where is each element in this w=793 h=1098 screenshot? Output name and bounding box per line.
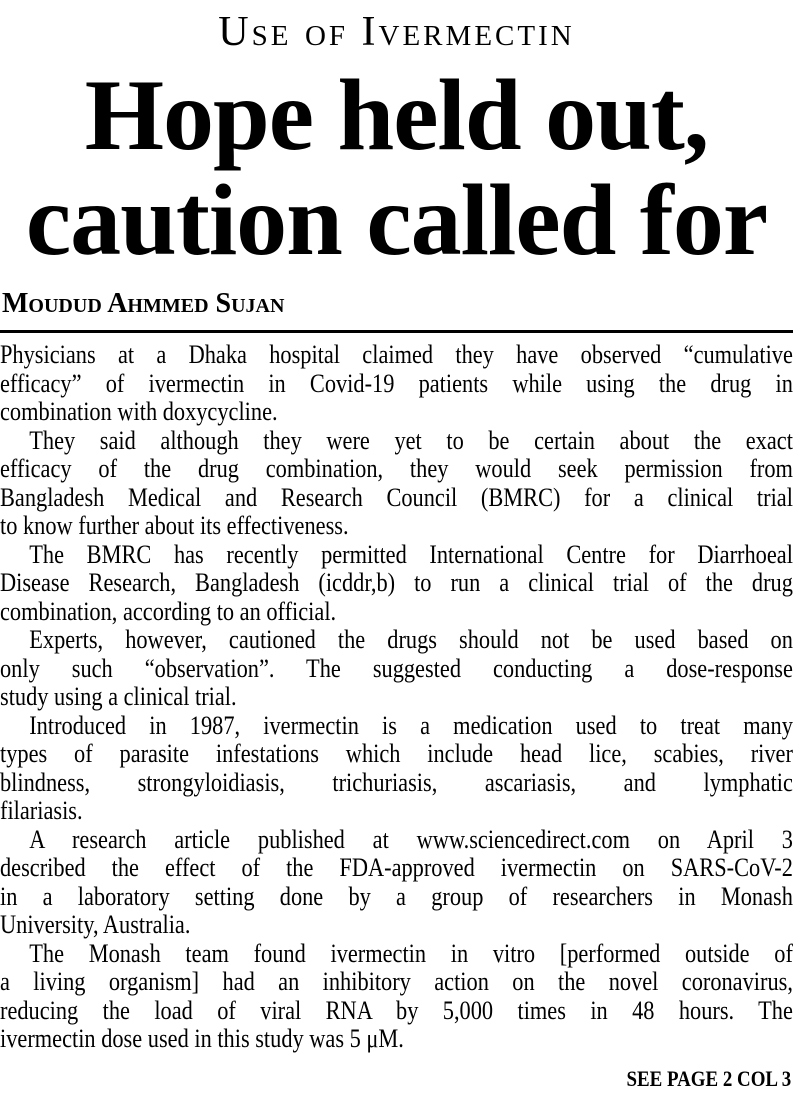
- body-line: efficacy of the drug combination, they would seek permission from: [0, 454, 793, 483]
- body-line: combination with doxycycline.: [0, 397, 278, 426]
- paragraph: [0, 626, 793, 712]
- body-line: efficacy” of ivermectin in Covid-19 patients while using the drug in: [0, 368, 793, 398]
- headline-line-1: Hope held out,: [84, 59, 709, 172]
- paragraph: [0, 940, 793, 1054]
- body-line: The BMRC has recently permitted International Centre for Diarrhoeal: [29, 539, 793, 569]
- headline: [0, 59, 793, 277]
- body-line: Introduced in 1987, ivermectin is a medication used to treat many: [29, 710, 793, 740]
- body-line: University, Australia.: [0, 910, 191, 939]
- paragraph: [0, 341, 793, 427]
- body-line: Physicians at a Dhaka hospital claimed they have observed “cumulative: [0, 340, 793, 369]
- paragraph: [0, 427, 793, 541]
- body-line: study using a clinical trial.: [0, 682, 237, 711]
- body-line: They said although they were yet to be certain about the exact: [29, 425, 793, 455]
- paragraph: [0, 541, 793, 627]
- headline-line-2: caution called for: [25, 164, 768, 277]
- body-line: described the effect of the FDA-approved ivermectin on SARS-CoV-2: [0, 853, 793, 882]
- body-line: a living organism] had an inhibitory action on the novel coronavirus,: [0, 967, 793, 996]
- body-line: blindness, strongyloidiasis, trichuriasis, ascariasis, and lymphatic: [0, 767, 793, 797]
- paragraph: [0, 826, 793, 940]
- body-line: to know further about its effectiveness.: [0, 511, 349, 540]
- body-line: The Monash team found ivermectin in vitro [performed outside of: [29, 938, 793, 968]
- body-line: Bangladesh Medical and Research Council (BMRC) for a clinical trial: [0, 482, 793, 512]
- body-line: types of parasite infestations which include head lice, scabies, river: [0, 739, 793, 768]
- continuation-note: SEE PAGE 2 COL 3: [626, 1065, 792, 1091]
- article-body: [0, 341, 793, 1092]
- body-line: combination, according to an official.: [0, 596, 337, 626]
- body-line: in a laboratory setting done by a group of researchers in Monash: [0, 881, 793, 911]
- body-line: only such “observation”. The suggested conducting a dose-response: [0, 653, 793, 683]
- paragraph: [0, 712, 793, 826]
- body-line: filariasis.: [0, 796, 83, 825]
- body-line: ivermectin dose used in this study was 5 μM.: [0, 1024, 404, 1053]
- body-line: A research article published at www.sciencedirect.com on April 3: [29, 824, 793, 854]
- kicker: Use of Ivermectin: [218, 9, 575, 55]
- body-line: Disease Research, Bangladesh (icddr,b) to run a clinical trial of the drug: [0, 568, 793, 597]
- body-line: Experts, however, cautioned the drugs should not be used based on: [29, 625, 793, 654]
- body-line: reducing the load of viral RNA by 5,000 times in 48 hours. The: [0, 995, 793, 1025]
- divider-rule: [0, 330, 793, 333]
- byline: Moudud Ahmmed Sujan: [2, 288, 285, 319]
